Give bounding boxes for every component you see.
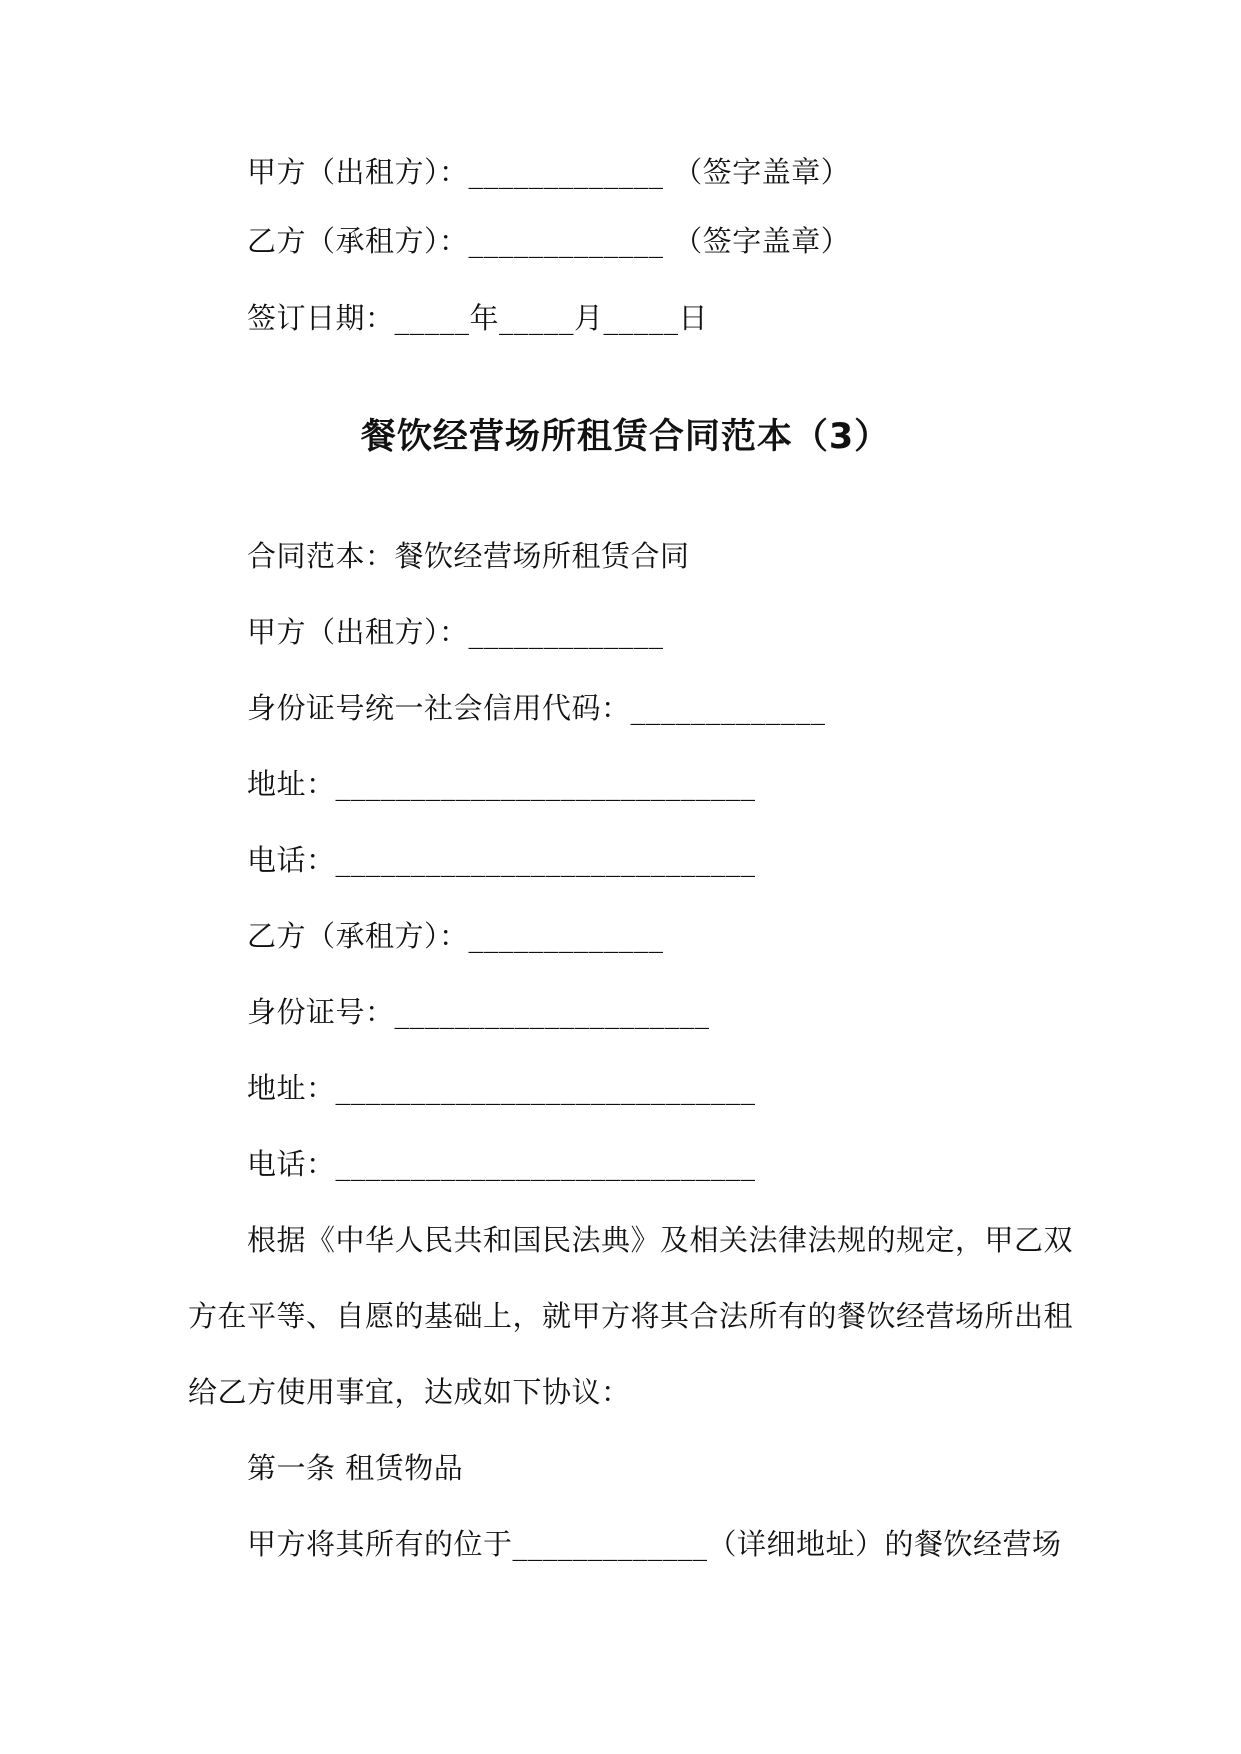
contract-name-line: 合同范本：餐饮经营场所租赁合同	[247, 539, 690, 573]
article-1-text-line: 甲方将其所有的位于_____________（详细地址）的餐饮经营场	[247, 1527, 1062, 1561]
party-b-address-line: 地址：____________________________	[247, 1071, 756, 1105]
preamble-paragraph-line-1: 根据《中华人民共和国民法典》及相关法律法规的规定，甲乙双	[247, 1223, 1074, 1257]
preamble-paragraph-line-3: 给乙方使用事宜，达成如下协议：	[188, 1375, 631, 1409]
party-b-phone-line: 电话：____________________________	[247, 1147, 756, 1181]
party-b-signature-line: 乙方（承租方）：_____________ （签字盖章）	[247, 224, 851, 258]
party-a-line: 甲方（出租方）：_____________	[247, 615, 664, 649]
party-a-id-line: 身份证号统一社会信用代码：_____________	[247, 691, 826, 725]
preamble-paragraph-line-2: 方在平等、自愿的基础上，就甲方将其合法所有的餐饮经营场所出租	[188, 1299, 1074, 1333]
party-b-line: 乙方（承租方）：_____________	[247, 919, 664, 953]
party-a-address-line: 地址：____________________________	[247, 767, 756, 801]
document-title: 餐饮经营场所租赁合同范本（3）	[360, 417, 891, 457]
party-a-phone-line: 电话：____________________________	[247, 843, 756, 877]
party-a-signature-line: 甲方（出租方）：_____________ （签字盖章）	[247, 155, 851, 189]
party-b-id-line: 身份证号：_____________________	[247, 995, 710, 1029]
signing-date-line: 签订日期：_____年_____月_____日	[247, 301, 709, 335]
article-1-heading: 第一条 租赁物品	[247, 1451, 464, 1485]
